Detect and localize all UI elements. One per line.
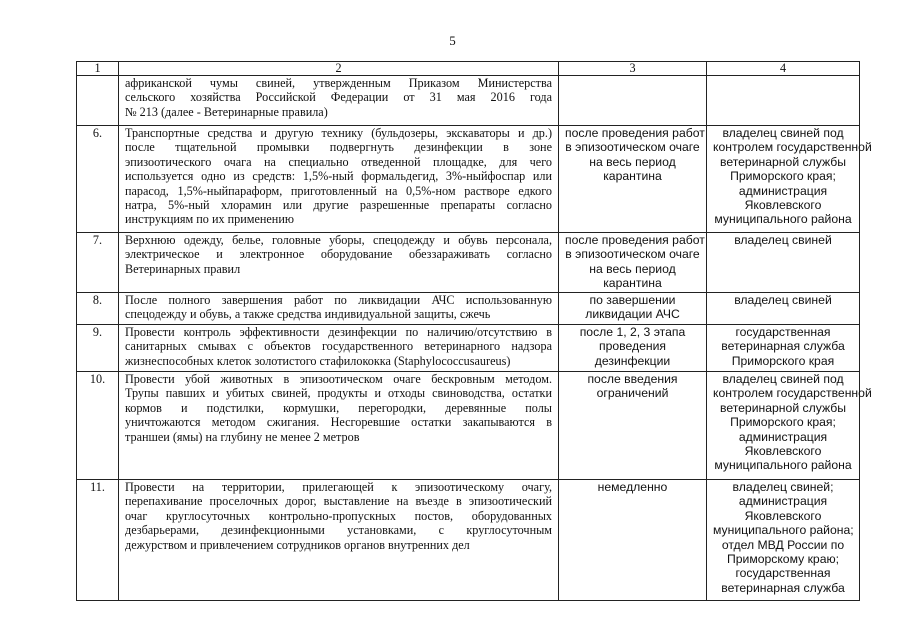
row-number: 9.	[77, 325, 119, 372]
resp-line: муниципального района	[714, 458, 852, 473]
row-description	[119, 233, 559, 293]
row-term	[559, 76, 707, 126]
row-number: 8.	[77, 293, 119, 325]
resp-line: ветеринарная служба	[721, 580, 845, 595]
header-col-3: 3	[559, 62, 707, 76]
term-line: после 1, 2, 3 этапа	[579, 325, 686, 339]
desc-line: дезбарьерами, дезинфекционными установками, с круглосуточным	[125, 523, 552, 538]
table-row	[77, 233, 860, 293]
resp-line: муниципального района	[714, 212, 852, 227]
resp-line: государственная	[735, 566, 831, 581]
desc-line: дежурством и привлечением сотрудников органов внутренних дел	[125, 537, 470, 552]
row-term	[559, 372, 707, 480]
resp-line: Приморского края;	[730, 415, 836, 430]
resp-line: администрация	[738, 429, 828, 444]
term-line: на весь период	[589, 261, 676, 276]
row-description	[119, 76, 559, 126]
desc-line: очаг круглосуточных контрольно-пропускных постов, оборудованных	[125, 508, 552, 523]
row-description	[119, 372, 559, 480]
desc-line: перепахивание проселочных дорог, выставление на въезде в эпизоотический	[125, 494, 552, 509]
resp-line: администрация	[738, 494, 828, 509]
resp-line: Яковлевского	[744, 444, 822, 459]
resp-line: контролем государственной	[713, 140, 872, 155]
desc-line: № 213 (далее - Ветеринарные правила)	[125, 104, 328, 119]
table-row	[77, 126, 860, 233]
desc-line: уничтожаются методом сжигания. Несгоревшие остатки закапываются в	[125, 415, 552, 430]
table-row	[77, 293, 860, 325]
desc-line: инструкциям по их применению	[125, 212, 294, 227]
row-term	[559, 126, 707, 233]
resp-line: владелец свиней под	[722, 126, 844, 140]
desc-line: спецодежду и обувь, а также средства индивидуальной защиты, сжечь	[125, 307, 491, 322]
header-col-1: 1	[77, 62, 119, 76]
term-line: после проведения работ	[565, 233, 705, 247]
term-line: карантина	[603, 276, 662, 291]
term-line: ограничений	[596, 386, 669, 401]
table-header-row	[77, 62, 860, 76]
measures-table	[76, 61, 872, 601]
page-number: 5	[449, 33, 456, 48]
row-responsible	[707, 126, 872, 233]
term-line: по завершении	[589, 293, 676, 307]
row-number: 10.	[77, 372, 119, 480]
term-line: проведения	[598, 339, 667, 354]
table-row	[77, 372, 860, 480]
desc-line: Провести на территории, прилегающей к эпизоотическому очагу,	[125, 480, 552, 494]
header-col-4: 4	[707, 62, 860, 76]
row-description	[119, 126, 559, 233]
desc-line: кормов и подстилки, кормушки, перегородки, деревянные полы	[125, 400, 552, 415]
desc-line: Трупы павших и убитых свиней, продукты и отходы свиноводства, остатки	[125, 386, 552, 401]
term-line: в эпизоотическом очаге	[565, 140, 700, 155]
desc-line: Верхнюю одежду, белье, головные уборы, спецодежду и обувь персонала,	[125, 233, 552, 247]
desc-line: африканской чумы свиней, утвержденным Приказом Министерства	[125, 76, 552, 90]
resp-line: ветеринарной службы	[720, 400, 846, 415]
term-line: в эпизоотическом очаге	[565, 247, 700, 262]
table-row	[77, 480, 860, 601]
desc-line: после тщательной промывки подвергнуть дезинфекции в зоне	[125, 140, 552, 155]
resp-line: владелец свиней	[734, 233, 832, 247]
resp-line: администрация	[738, 183, 828, 198]
desc-line: траншеи (ямы) на глубину не менее 2 метров	[125, 429, 360, 444]
resp-line: владелец свиней под	[722, 372, 844, 386]
resp-line: Яковлевского	[744, 508, 822, 523]
row-description	[119, 480, 559, 601]
row-responsible	[707, 325, 860, 372]
desc-line: используется одно из средств: 1,5%-ный формальдегид, 3%-ныйфоспар или	[125, 169, 552, 184]
term-line: на весь период	[589, 154, 676, 169]
resp-line: Приморского края;	[730, 169, 836, 184]
term-line: ликвидации АЧС	[585, 307, 680, 322]
desc-line: Ветеринарных правил	[125, 261, 241, 276]
resp-line: государственная	[735, 325, 831, 339]
row-term	[559, 233, 707, 293]
row-description	[119, 325, 559, 372]
desc-line: сельского хозяйства Российской Федерации от 31 мая 2016 года	[125, 90, 552, 105]
row-number	[77, 76, 119, 126]
term-line: после проведения работ	[565, 126, 705, 140]
row-term	[559, 480, 707, 601]
table-row	[77, 325, 860, 372]
row-responsible	[707, 233, 860, 293]
resp-line: владелец свиней;	[732, 480, 834, 494]
desc-line: Транспортные средства и другую технику (бульдозеры, экскаваторы и др.)	[125, 126, 552, 140]
term-line: дезинфекции	[594, 353, 671, 368]
desc-line: санитарных смывах с объектов государственного ветеринарного надзора	[125, 339, 552, 354]
row-number: 11.	[77, 480, 119, 601]
term-line: карантина	[603, 169, 662, 184]
desc-line: электрическое и электронное оборудование обеззараживать согласно	[125, 247, 552, 262]
desc-line: После полного завершения работ по ликвидации АЧС использованную	[125, 293, 552, 307]
term-line: немедленно	[597, 480, 668, 494]
desc-line: Провести убой животных в эпизоотическом очаге бескровным методом.	[125, 372, 552, 386]
row-number: 7.	[77, 233, 119, 293]
row-number: 6.	[77, 126, 119, 233]
resp-line: Приморскому краю;	[726, 552, 840, 567]
resp-line: ветеринарной службы	[720, 154, 846, 169]
resp-line: контролем государственной	[713, 386, 872, 401]
table-row	[77, 76, 860, 126]
desc-line: жизнеспособных клеток золотистого стафилококка (Staphylococcusaureus)	[125, 353, 511, 368]
row-description	[119, 293, 559, 325]
resp-line: владелец свиней	[734, 293, 832, 307]
resp-line: ветеринарная служба	[721, 339, 845, 354]
term-line: после введения	[587, 372, 678, 386]
header-col-2: 2	[119, 62, 559, 76]
row-responsible	[707, 372, 872, 480]
desc-line: натра, 5%-ный хлорамин или другие разрешенные препараты согласно	[125, 198, 552, 213]
row-responsible	[707, 76, 860, 126]
desc-line: эпизоотического очага на специально отведенной площадке, для чего	[125, 154, 552, 169]
row-responsible	[707, 480, 860, 601]
resp-line: Яковлевского	[744, 198, 822, 213]
desc-line: парасод, 1,5%-ныйпараформ, приготовленный на 0,5%-ном растворе едкого	[125, 183, 552, 198]
row-term	[559, 325, 707, 372]
row-responsible	[707, 293, 860, 325]
resp-line: Приморского края	[731, 353, 835, 368]
resp-line: муниципального района;	[713, 523, 854, 538]
row-term	[559, 293, 707, 325]
resp-line: отдел МВД России по	[721, 537, 845, 552]
desc-line: Провести контроль эффективности дезинфекции по наличию/отсутствию в	[125, 325, 552, 339]
